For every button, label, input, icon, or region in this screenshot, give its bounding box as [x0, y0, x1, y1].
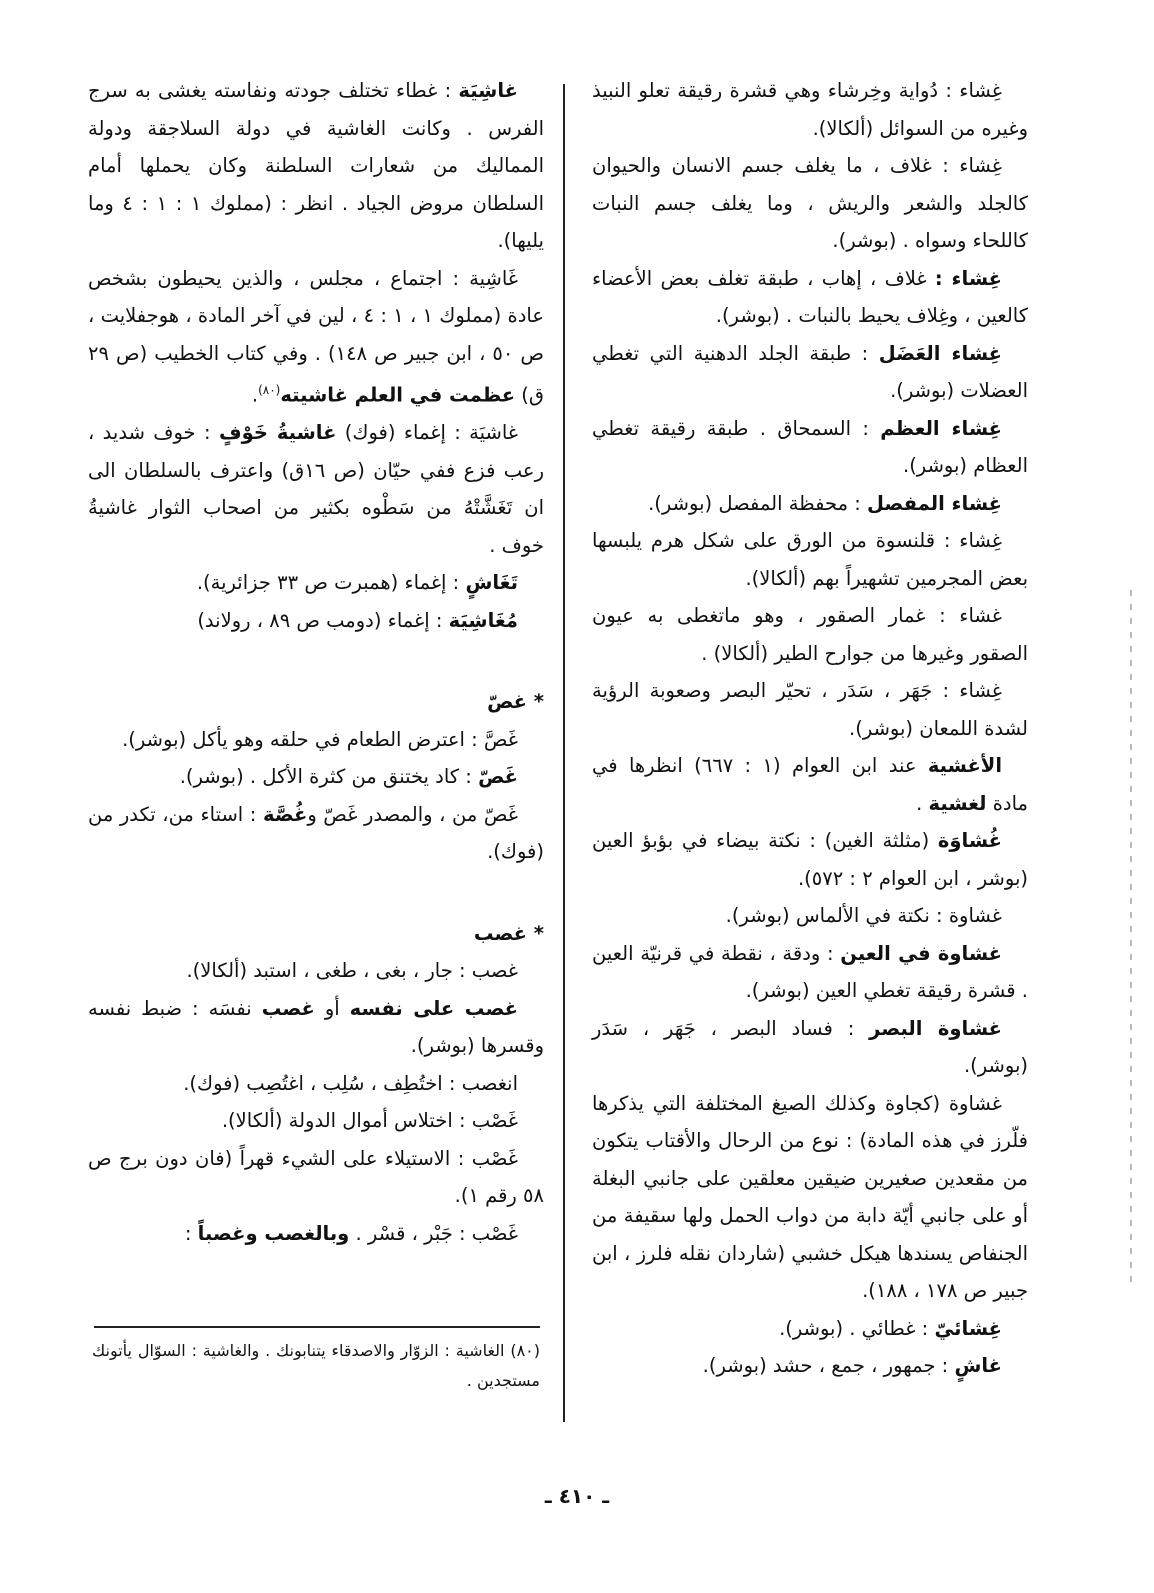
dictionary-entry: [592, 260, 1028, 335]
entry-text: : ودقة ، نقطة في قرنيّة العين . قشرة رقيقة تغطي العين (بوشر).: [592, 941, 1028, 1002]
entry-text: : فساد البصر ، جَهَر ، سَدَر (بوشر).: [592, 1016, 1028, 1077]
dictionary-entry: [592, 522, 1028, 597]
dictionary-entry: [592, 72, 1028, 147]
entry-text: غَصْب : اختلاس أموال الدولة (ألكالا).: [221, 1109, 518, 1132]
entry-bold-phrase: غاشيةُ خَوْفٍ: [218, 421, 337, 444]
entry-text-continued: : خوف شديد ، رعب فزع ففي حيّان (ص ١٦ق) واعترف بالسلطان الى ان تَغَشَّتْهُ من سَطْوه بكثير من اصحاب الثوار غاشيةُ خوف .: [88, 421, 544, 557]
entry-text: غِشاء : قلنسوة من الورق على شكل هرم يلبسها بعض المجرمين تشهيراً بهم (ألكالا).: [592, 529, 1028, 590]
entry-text-continued: .: [916, 791, 929, 815]
entry-text: : السمحاق . طبقة رقيقة تغطي العظام (بوشر).: [592, 416, 1028, 477]
dictionary-entry: [88, 1102, 544, 1140]
dictionary-entry: [88, 1215, 544, 1253]
right-column: [592, 72, 1028, 1385]
entry-text: غِشاء : جَهَر ، سَدَر ، تحيّر البصر وصعوبة الرؤية لشدة اللمعان (بوشر).: [592, 679, 1028, 740]
entry-text: غَاشِية : اجتماع ، مجلس ، والذين يحيطون بشخص عادة (مملوك ١ ، ١ : ٤ ، لين في آخر المادة ، هوجفلايت ، ص ٥٠ ، ابن جبير ص ١٤٨) . وفي كتاب الخطيب (ص ٢٩ ق): [88, 266, 544, 407]
entry-headword: غِشائيّ: [934, 1316, 1002, 1340]
left-column: [88, 72, 544, 1252]
dictionary-entry: [88, 602, 544, 640]
dictionary-entry: [592, 822, 1028, 897]
entry-headword: غاشِيَة: [458, 79, 518, 102]
entry-headword: غصب على نفسه: [349, 996, 518, 1020]
entry-text: عند ابن العوام (١ : ٦٦٧) انظرها في مادة: [592, 754, 1028, 815]
dictionary-entry: [592, 672, 1028, 747]
heading-text: * غصب: [473, 921, 544, 945]
scan-edge-mark: [1130, 590, 1132, 1290]
entry-text: غشاوة : نكتة في الألماس (بوشر).: [725, 904, 1002, 927]
entry-headword: غشاوة البصر: [869, 1016, 1002, 1040]
entry-text: (مثلثة الغين) : نكتة بيضاء في بؤبؤ العين (بوشر ، ابن العوام ٢ : ٥٧٢).: [592, 829, 1028, 890]
dictionary-entry: [88, 564, 544, 602]
dictionary-entry: [592, 485, 1028, 523]
entry-text: غشاء : غمار الصقور ، وهو ماتغطى به عيون الصقور وغيرها من جوارح الطير (ألكالا) .: [592, 604, 1028, 665]
entry-text: انغصب : اختُطِف ، سُلِب ، اغتُصِب (فوك).: [183, 1071, 518, 1095]
entry-text: غَصَّ : اعترض الطعام في حلقه وهو يأكل (بوشر).: [122, 727, 518, 751]
dictionary-entry: [592, 597, 1028, 672]
entry-headword: غِشاء العَضَل: [878, 341, 1002, 365]
entry-bold-phrase: لغشية: [928, 791, 987, 815]
entry-bold-phrase: عظمت في العلم غاشيته: [280, 383, 516, 407]
entries-ghashiya: [88, 72, 544, 639]
footnote-rule: [94, 1326, 540, 1328]
column-divider: [563, 84, 565, 1422]
entry-bold-phrase: غصب: [261, 996, 315, 1020]
dictionary-entry: [88, 990, 544, 1065]
dictionary-entry: [88, 260, 544, 415]
footnote: (٨٠) الغاشية : الزوّار والاصدقاء يتنابونك . والغاشية : السوّال يأتونك مستجدين .: [92, 1341, 540, 1390]
entry-text: غِشاء : دُواية وخِرشاء وهي قشرة رقيقة تعلو النبيذ وغيره من السوائل (ألكالا).: [592, 79, 1028, 140]
dictionary-entry: [592, 147, 1028, 260]
section-heading: [88, 915, 544, 953]
entry-text: غاشيَة : إغماء (فوك): [336, 421, 518, 444]
entry-text: غلاف ، إهاب ، طبقة تغلف بعض الأعضاء كالعين ، وغِلاف يحيط بالنبات . (بوشر).: [592, 266, 1028, 327]
entry-text: : جمهور ، جمع ، حشد (بوشر).: [702, 1354, 955, 1377]
dictionary-entry: [592, 1085, 1028, 1310]
entry-text: غَصْب : جَبْر ، قسْر .: [349, 1221, 518, 1245]
entry-text: : كاد يختنق من كثرة الأكل . (بوشر).: [179, 765, 479, 788]
entry-headword: الأغشية: [927, 754, 1002, 777]
section-heading: [88, 683, 544, 721]
entry-headword: غِشاء المفصل: [867, 491, 1002, 515]
entry-headword: مُغَاشِيَة: [448, 608, 518, 632]
entry-bold-phrase: غُصَّة: [262, 802, 308, 826]
entry-headword: غاشٍ: [954, 1354, 1002, 1377]
entry-text-continued: .: [251, 383, 259, 407]
entry-text: : طبقة الجلد الدهنية التي تغطي العضلات (بوشر).: [592, 341, 1028, 402]
entry-text: أو: [314, 996, 350, 1020]
entry-headword: تَغَاشٍ: [465, 571, 518, 594]
entry-text: : إغماء (دومب ص ٨٩ ، رولاند): [197, 608, 449, 632]
dictionary-entry: [88, 72, 544, 260]
page-number: ـ ٤١٠ ـ: [544, 1484, 610, 1508]
entry-text: غِشاء : غلاف ، ما يغلف جسم الانسان والحيوان كالجلد والشعر والريش ، وما يغلف جسم النبات كاللحاء وسواه . (بوشر).: [592, 154, 1028, 252]
dictionary-entry: [592, 1310, 1028, 1348]
entry-text: : غطاء تختلف جودته ونفاسته يغشى به سرج الفرس . وكانت الغاشية في دولة السلاجقة ودولة المماليك من شعارات السلطنة وكان يحملها أمام السلطان مروض الجياد . انظر : (مملوك ١ : ١ : ٤ وما يليها).: [88, 79, 544, 252]
dictionary-entry: [592, 1347, 1028, 1385]
heading-text: * غصّ: [487, 690, 544, 713]
dictionary-entry: [88, 796, 544, 871]
entry-bold-phrase: وبالغصب وغصباً: [197, 1221, 350, 1245]
dictionary-entry: [592, 1010, 1028, 1085]
dictionary-entry: [592, 747, 1028, 822]
entry-text: : محفظة المفصل (بوشر).: [648, 491, 868, 515]
entry-text: غصب : جار ، بغى ، طغى ، استبد (ألكالا).: [186, 959, 518, 982]
entry-headword: غَصّ: [478, 765, 518, 788]
entry-text: : إغماء (همبرت ص ٣٣ جزائرية).: [196, 571, 466, 594]
entry-text: غشاوة (كجاوة وكذلك الصيغ المختلفة التي يذكرها فلّرز في هذه المادة) : نوع من الرحال والأقتاب يتكون من مقعدين صغيرين ضيقين معلقين على جانبي البغلة أو على جانبي أيّة دابة من دواب الحمل ولها سقيفة من الجنفاص يسندها هيكل خشبي (شاردان نقله فلرز ، ابن جبير ص ١٧٨ ، ١٨٨).: [592, 1091, 1028, 1302]
dictionary-entry: [88, 758, 544, 796]
entry-text: : غطائي . (بوشر).: [779, 1316, 935, 1340]
dictionary-entry: [592, 410, 1028, 485]
entry-headword: غِشاء :: [934, 266, 1002, 290]
entry-headword: غشاوة في العين: [840, 941, 1002, 965]
entry-headword: غِشاء العظم: [880, 416, 1002, 440]
dictionary-entry: [88, 1065, 544, 1103]
entry-text-continued: نفسَه : ضبط نفسه وقسرها (بوشر).: [88, 996, 544, 1057]
dictionary-entry: [88, 414, 544, 564]
dictionary-entry: [88, 721, 544, 759]
section-gap: [88, 639, 544, 683]
entry-text: غَصّ من ، والمصدر غَصّ و: [307, 802, 518, 826]
entry-text-continued: :: [184, 1221, 198, 1245]
entries-ghass: [88, 683, 544, 871]
footnote-ref: (٨٠): [258, 383, 281, 397]
dictionary-entry: [88, 1140, 544, 1215]
dictionary-entry: [88, 952, 544, 990]
dictionary-entry: [592, 335, 1028, 410]
entries-ghasb: [88, 915, 544, 1253]
dictionary-entry: [592, 897, 1028, 935]
entry-text-continued: : استاء من، تكدر من (فوك).: [88, 802, 544, 863]
entry-headword: غُشاوَة: [937, 829, 1002, 852]
section-gap: [88, 871, 544, 915]
dictionary-entry: [592, 935, 1028, 1010]
entry-text: غَصْب : الاستيلاء على الشيء قهراً (فان دون برج ص ٥٨ رقم ١).: [88, 1146, 544, 1207]
